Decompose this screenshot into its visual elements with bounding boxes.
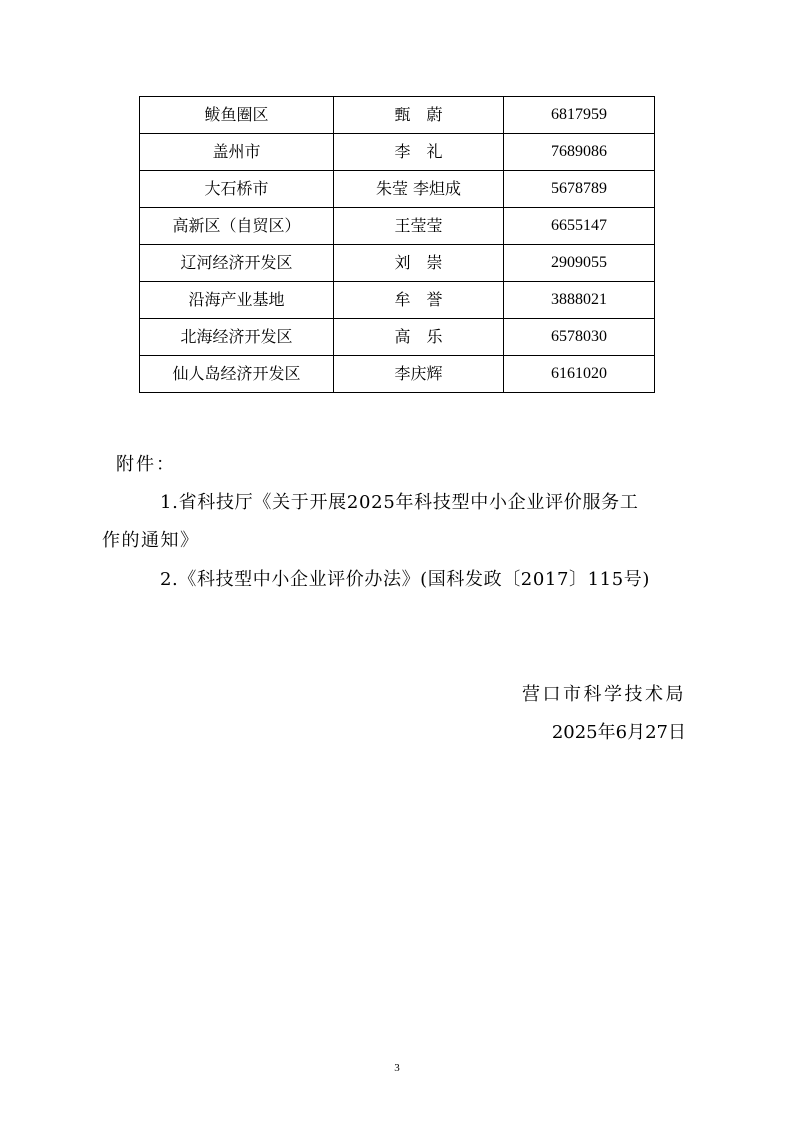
contact-name-cell: 李 礼 — [334, 134, 504, 171]
area-cell: 鲅鱼圈区 — [140, 97, 334, 134]
phone-cell: 6578030 — [504, 319, 655, 356]
area-cell: 盖州市 — [140, 134, 334, 171]
contact-table — [139, 96, 655, 393]
attachment-item-1: 1.省科技厅《关于开展2025年科技型中小企业评价服务工 — [160, 492, 639, 513]
area-cell: 北海经济开发区 — [140, 319, 334, 356]
table-row — [140, 356, 655, 393]
table-row — [140, 245, 655, 282]
table-row — [140, 319, 655, 356]
table-row — [140, 97, 655, 134]
table-row — [140, 282, 655, 319]
area-cell: 大石桥市 — [140, 171, 334, 208]
area-cell: 高新区（自贸区） — [140, 208, 334, 245]
attachment-item-1-continued: 作的通知》 — [102, 530, 200, 551]
attachments-label: 附件： — [116, 454, 176, 475]
issue-date: 2025年6月27日 — [551, 722, 686, 743]
phone-cell: 6655147 — [504, 208, 655, 245]
contact-name-cell: 高 乐 — [334, 319, 504, 356]
page-number: 3 — [394, 1062, 400, 1074]
contact-name-cell: 朱莹 李炟成 — [334, 171, 504, 208]
table-row — [140, 134, 655, 171]
contact-name-cell: 王莹莹 — [334, 208, 504, 245]
contact-name-cell: 李庆辉 — [334, 356, 504, 393]
phone-cell: 6161020 — [504, 356, 655, 393]
area-cell: 辽河经济开发区 — [140, 245, 334, 282]
table-row — [140, 208, 655, 245]
area-cell: 仙人岛经济开发区 — [140, 356, 334, 393]
issuing-organization: 营口市科学技术局 — [522, 684, 686, 705]
phone-cell: 5678789 — [504, 171, 655, 208]
contact-name-cell: 甄 蔚 — [334, 97, 504, 134]
area-cell: 沿海产业基地 — [140, 282, 334, 319]
phone-cell: 2909055 — [504, 245, 655, 282]
attachment-item-2: 2.《科技型中小企业评价办法》(国科发政〔2017〕115号) — [160, 569, 650, 590]
table-row — [140, 171, 655, 208]
contact-name-cell: 刘 崇 — [334, 245, 504, 282]
contact-name-cell: 牟 誉 — [334, 282, 504, 319]
phone-cell: 7689086 — [504, 134, 655, 171]
phone-cell: 3888021 — [504, 282, 655, 319]
phone-cell: 6817959 — [504, 97, 655, 134]
